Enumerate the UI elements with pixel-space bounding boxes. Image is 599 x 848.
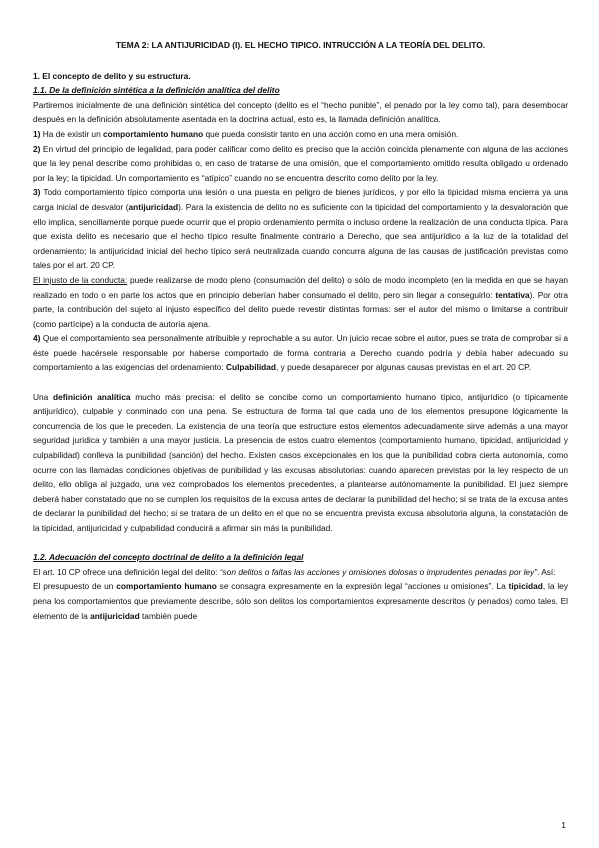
item-number: 4) — [33, 333, 41, 344]
item-number: 2) — [33, 143, 41, 154]
injusto-paragraph: El injusto de la conducta: puede realizarse de modo pleno (consumación del delito) o sólo de modo incompleto (en la medida en que se hayan realizado en todo o en parte los actos que en principio deberían haber consumado el delito, pero sin llegar a conseguirlo: tentativa). Por otra parte, la contribución del sujeto al injusto específico del delito puede revestir distintas formas: ser el autor del mismo o limitarse a contribuir (como partícipe) a la conducta de autoría ajena. — [33, 274, 568, 329]
last-paragraph: El presupuesto de un comportamiento humano se consagra expresamente en la expresión legal “acciones u omisiones”. La tipicidad, la ley pena los comportamientos que previamente describe, sólo son delitos los comportamientos expresamente descritos (y penados) como tales. El elemento de la antijuricidad también puede — [33, 581, 568, 621]
page-number: 1 — [561, 820, 566, 830]
intro-paragraph: Partiremos inicialmente de una definición sintética del concepto (delito es el “hecho punible”, el penado por la ley como tal), para desembocar después en la definición absolutamente asentada en la doctrina actual, esto es, la llamada definición analítica. — [33, 99, 568, 125]
underlined-label: El injusto de la conducta: — [33, 274, 128, 285]
subsection-heading — [33, 83, 568, 98]
item-number: 3) — [33, 187, 41, 198]
subsection-number: 1.1. — [33, 85, 47, 96]
page-title: TEMA 2: LA ANTIJURICIDAD (I). EL HECHO TIPICO. INTRUCCIÓN A LA TEORÍA DEL DELITO. — [115, 40, 486, 50]
analytic-definition-paragraph: Una definición analítica mucho más precisa: el delito se concibe como un comportamiento humano típico, antijurídico (o típicamente antijurídico), culpable y conminado con una pena. Se estructura de forma tal que cada uno de los elementos presupone lógicamente la concurrencia de los que le preceden. La existencia de una teoría que estructure estos elementos adecuadamente sirve además a una mayor seguridad jurídica y también a una mayor justicia. La presencia de estos cuatro elementos (comportamiento humano, tipicidad, antijuricidad y culpabilidad) conlleva la punibilidad (sanción) del hecho. Existen casos excepcionales en los que la punibilidad cobra cierta autonomía, como ocurre con las llamadas condiciones objetivas de punibilidad y las excusas absolutorias: cuando aparecen previstas por la ley respecto de un delito, ello obliga al juzgado, una vez comprobados los elementos precedentes, a plantearse autónomamente la punibilidad. El juez siempre deberá haber constatado que no se cumplen los requisitos de la excusa antes de declarar la punibilidad del hecho; si se trata de la excusa antes de declarar la punibilidad del hecho; si se tratara de un delito en el que no se encuentra prevista excusa absolutoria alguna, la constatación de la tipicidad, antijuricidad y culpabilidad conducirá a afirmar sin más la punibilidad. — [33, 391, 568, 533]
list-item-3: 3) Todo comportamiento típico comporta una lesión o una puesta en peligro de bienes jurídicos, y por ello la tipicidad misma encierra ya una carga inicial de desvalor (antijuricidad). Para la existencia de delito no es suficiente con la tipicidad del comportamiento y la desvaloración que ello implica, sencillamente porque puede ocurrir que el propio ordenamiento permita o incluso ordene la realización de una conducta típica. Para que exista delito es necesario que el hecho típico resulte finalmente contrario a Derecho, que sea antijurídico a la luz de la totalidad del ordenamiento; la antijuricidad inicial del hecho típico será neutralizada cuando concurra alguna de las causas de justificación previstas como tales por el art. 20 CP. — [33, 187, 569, 271]
list-item-1: 1) Ha de existir un comportamiento humano que pueda consistir tanto en una acción como en una mera omisión. — [33, 128, 459, 139]
item-number: 1) — [33, 128, 41, 139]
section-heading: 1. El concepto de delito y su estructura. — [33, 70, 191, 81]
subsection-title: De la definición sintética a la definición analítica del delito — [49, 85, 280, 96]
list-item-4: 4) Que el comportamiento sea personalmente atribuible y reprochable a su autor. Un juicio recae sobre el autor, pues se trata de comprobar si a éste puede hacérsele responsable por haberse comportado de forma contraria a Derecho cuando podría y debía haber adecuado su comportamiento a las exigencias del ordenamiento: Culpabilidad, y puede desaparecer por algunas causas previstas en el art. 20 CP. — [33, 333, 568, 373]
art10-paragraph: El art. 10 CP ofrece una definición legal del delito: “son delitos o faltas las acciones y omisiones dolosas o imprudentes penadas por ley”. Así: — [33, 566, 556, 577]
list-item-2: 2) En virtud del principio de legalidad, para poder calificar como delito es preciso que la acción coincida plenamente con alguna de las acciones que la ley penal describe como prohibidas o, en caso de tratarse de una omisión, que el comportamiento omitido resulta obligado u ordenado por la ley; la tipicidad. Un comportamiento es “atípico” cuando no se encuentra descrito como delito por la ley. — [33, 143, 568, 183]
subsection-heading-2: 1.2. Adecuación del concepto doctrinal de delito a la definición legal — [33, 552, 304, 563]
